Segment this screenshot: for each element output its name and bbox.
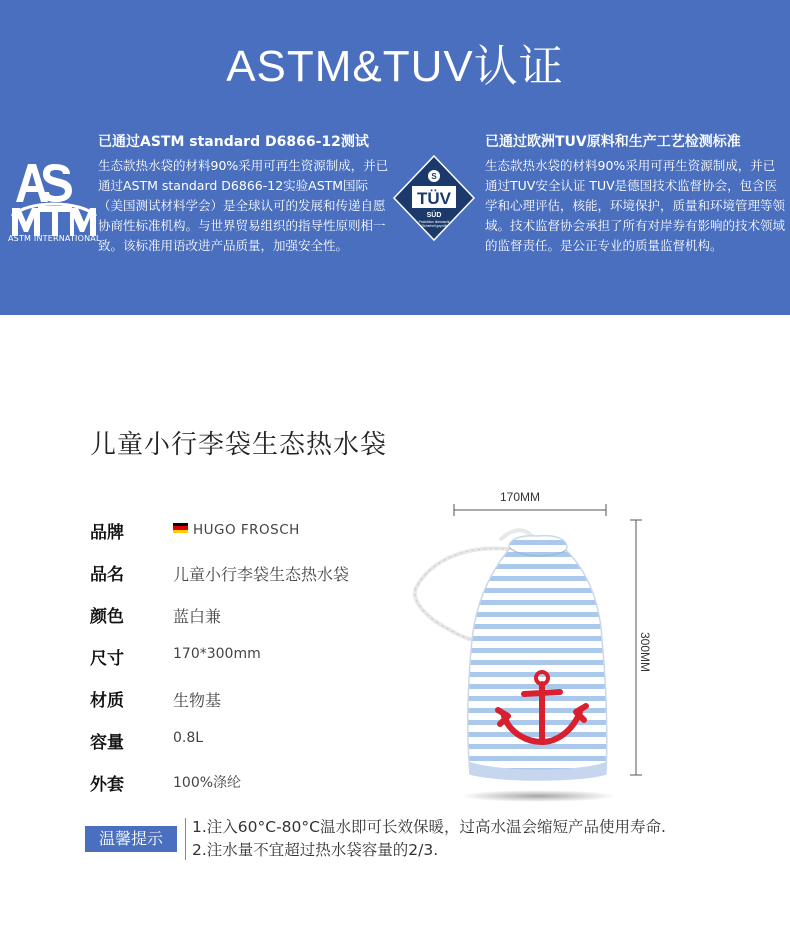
- spec-label: 品牌: [90, 523, 124, 543]
- spec-label: 容量: [90, 733, 124, 753]
- germany-flag-icon: [173, 523, 188, 533]
- tuv-logo-sub: SÜD: [426, 212, 442, 219]
- spec-row-capacity: [90, 722, 420, 764]
- spec-label: 外套: [90, 775, 124, 795]
- astm-body: 生态款热水袋的材料90%采用可再生资源制成，并已通过ASTM standard D6866-12实验ASTM国际（美国测试材料学会）是全球认可的发展和传递自愿协商性标准机构。与世界贸易组织的指导性原则相一致。该标准用语改进产品质量，加强安全性。: [98, 158, 389, 253]
- spec-row-material: [90, 680, 420, 722]
- tuv-logo-small-2: Sicherheit geprüft: [421, 224, 447, 228]
- tips-badge: 温馨提示: [85, 826, 177, 852]
- spec-value: 生物基: [173, 691, 222, 710]
- width-dimension-label: 170MM: [500, 490, 541, 504]
- astm-logo-caption: ASTM INTERNATIONAL: [8, 234, 101, 243]
- spec-row-brand: [90, 512, 420, 554]
- tip-line-2: 2.注水量不宜超过热水袋容量的2/3.: [192, 841, 439, 859]
- spec-value: [173, 520, 300, 538]
- tips-divider: [185, 818, 186, 860]
- tuv-text-block: [485, 132, 785, 256]
- tip-line-1: 1.注入60°C-80°C温水即可长效保暖，过高水温会缩短产品使用寿命.: [192, 818, 666, 836]
- spec-value: 0.8L: [173, 730, 204, 746]
- spec-value: 儿童小行李袋生态热水袋: [173, 565, 350, 584]
- width-dimension-line: [454, 504, 606, 516]
- spec-row-cover: [90, 764, 420, 806]
- height-dimension-label: 300MM: [638, 632, 652, 673]
- tuv-logo-small-1: Produktion überwacht: [418, 220, 450, 224]
- spec-value: 蓝白兼: [173, 607, 222, 626]
- tuv-body: 生态款热水袋的材料90%采用可再生资源制成，并已通过TUV安全认证 TUV是德国技术监督协会，包含医学和心理评估，核能，环境保护，质量和环境管理等领域。技术监督协会承担了所有对岸券有影响的技术领域的监督责任。是公正专业的质量监督机构。: [485, 158, 786, 253]
- astm-text-block: [98, 132, 390, 256]
- spec-table: [90, 512, 420, 806]
- spec-value: 100%涤纶: [173, 775, 242, 791]
- spec-row-size: [90, 638, 420, 680]
- spec-label: 颜色: [90, 607, 124, 627]
- astm-heading: 已通过ASTM standard D6866-12测试: [98, 134, 369, 150]
- tuv-heading: 已通过欧洲TUV原料和生产工艺检测标准: [485, 134, 741, 150]
- spec-row-color: [90, 596, 420, 638]
- certification-banner: [0, 0, 790, 315]
- product-title: 儿童小行李袋生态热水袋: [90, 430, 388, 460]
- astm-logo-icon: [8, 156, 100, 246]
- spec-label: 尺寸: [90, 649, 124, 669]
- brand-name: HUGO FROSCH: [193, 522, 300, 538]
- spec-label: 材质: [90, 691, 124, 711]
- spec-row-name: [90, 554, 420, 596]
- svg-text:S: S: [431, 172, 437, 181]
- tuv-logo-text: TÜV: [417, 189, 451, 208]
- banner-title: ASTM&TUV认证: [226, 42, 564, 91]
- tuv-logo-icon: [392, 154, 476, 242]
- spec-value: 170*300mm: [173, 646, 261, 662]
- tips-text: [192, 816, 666, 862]
- spec-label: 品名: [90, 565, 124, 585]
